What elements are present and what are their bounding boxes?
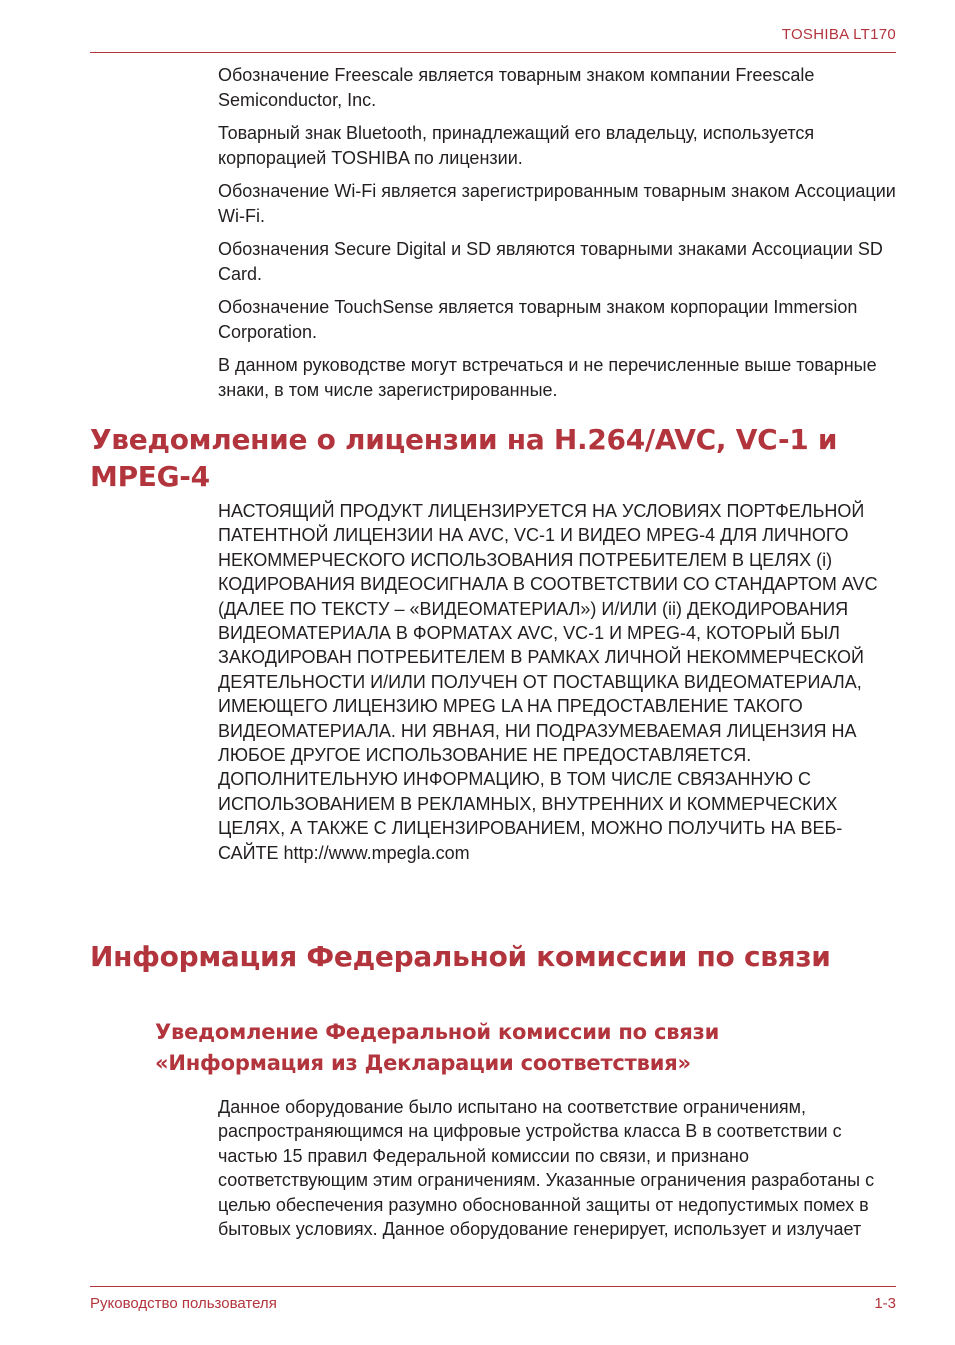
header-product-name: TOSHIBA LT170: [781, 26, 896, 43]
trademark-freescale: Обозначение Freescale является товарным знаком компании Freescale Semiconductor, Inc.: [218, 65, 815, 110]
trademark-wifi: Обозначение Wi-Fi является зарегистрированным товарным знаком Ассоциации Wi-Fi.: [218, 181, 896, 226]
footer-divider: [90, 1286, 896, 1287]
fcc-heading: Информация Федеральной комиссии по связи: [90, 940, 831, 973]
license-text: НАСТОЯЩИЙ ПРОДУКТ ЛИЦЕНЗИРУЕТСЯ НА УСЛОВИЯХ ПОРТФЕЛЬНОЙ ПАТЕНТНОЙ ЛИЦЕНЗИИ НА AVC, VC-1 И ВИДЕО MPEG-4 ДЛЯ ЛИЧНОГО НЕКОММЕРЧЕСКОГО ИСПОЛЬЗОВАНИЯ ПОТРЕБИТЕЛЕМ В ЦЕЛЯХ (i) КОДИРОВАНИЯ ВИДЕОСИГНАЛА В СООТВЕТСТВИИ СО СТАНДАРТОМ AVC (ДАЛЕЕ ПО ТЕКСТУ – «ВИДЕОМАТЕРИАЛ») И/ИЛИ (ii) ДЕКОДИРОВАНИЯ ВИДЕОМАТЕРИАЛА В ФОРМАТАХ AVC, VC-1 И MPEG-4, КОТОРЫЙ БЫЛ ЗАКОДИРОВАН ПОТРЕБИТЕЛЕМ В РАМКАХ ЛИЧНОЙ НЕКОММЕРЧЕСКОЙ ДЕЯТЕЛЬНОСТИ И/ИЛИ ПОЛУЧЕН ОТ ПОСТАВЩИКА ВИДЕОМАТЕРИАЛА, ИМЕЮЩЕГО ЛИЦЕНЗИЮ MPEG LA НА ПРЕДОСТАВЛЕНИЕ ТАКОГО ВИДЕОМАТЕРИАЛА. НИ ЯВНАЯ, НИ ПОДРАЗУМЕВАЕМАЯ ЛИЦЕНЗИЯ НА ЛЮБОЕ ДРУГОЕ ИСПОЛЬЗОВАНИЕ НЕ ПРЕДОСТАВЛЯЕТСЯ. ДОПОЛНИТЕЛЬНУЮ ИНФОРМАЦИЮ, В ТОМ ЧИСЛЕ СВЯЗАННУЮ С ИСПОЛЬЗОВАНИЕМ В РЕКЛАМНЫХ, ВНУТРЕННИХ И КОММЕРЧЕСКИХ ЦЕЛЯХ, А ТАКЖЕ С ЛИЦЕНЗИРОВАНИЕМ, МОЖНО ПОЛУЧИТЬ НА ВЕБ-САЙТЕ http://www.mpegla.com: [218, 501, 878, 863]
fcc-subheading: Уведомление Федеральной комиссии по связи «Информация из Декларации соответствия»: [155, 1020, 720, 1075]
fcc-text: Данное оборудование было испытано на соответствие ограничениям, распространяющимся на цифровые устройства класса B в соответствии с частью 15 правил Федеральной комиссии по связи, и признано соответствующим этим ограничениям. Указанные ограничения разработаны с целью обеспечения разумно обоснованной защиты от недопустимых помех в бытовых условиях. Данное оборудование генерирует, использует и излучает: [218, 1097, 875, 1240]
footer-manual-title: Руководство пользователя: [90, 1295, 277, 1312]
footer-page-number: 1-3: [874, 1295, 896, 1312]
trademark-other: В данном руководстве могут встречаться и не перечисленные выше товарные знаки, в том числе зарегистрированные.: [218, 355, 877, 400]
trademark-notes: [218, 63, 898, 411]
header-divider: [90, 52, 896, 53]
license-heading: Уведомление о лицензии на H.264/AVC, VC-1 и MPEG-4: [90, 423, 838, 493]
trademark-bluetooth: Товарный знак Bluetooth, принадлежащий его владельцу, используется корпорацией TOSHIBA по лицензии.: [218, 123, 815, 168]
trademark-sd: Обозначения Secure Digital и SD являются товарными знаками Ассоциации SD Card.: [218, 239, 883, 284]
trademark-touchsense: Обозначение TouchSense является товарным знаком корпорации Immersion Corporation.: [218, 297, 858, 342]
